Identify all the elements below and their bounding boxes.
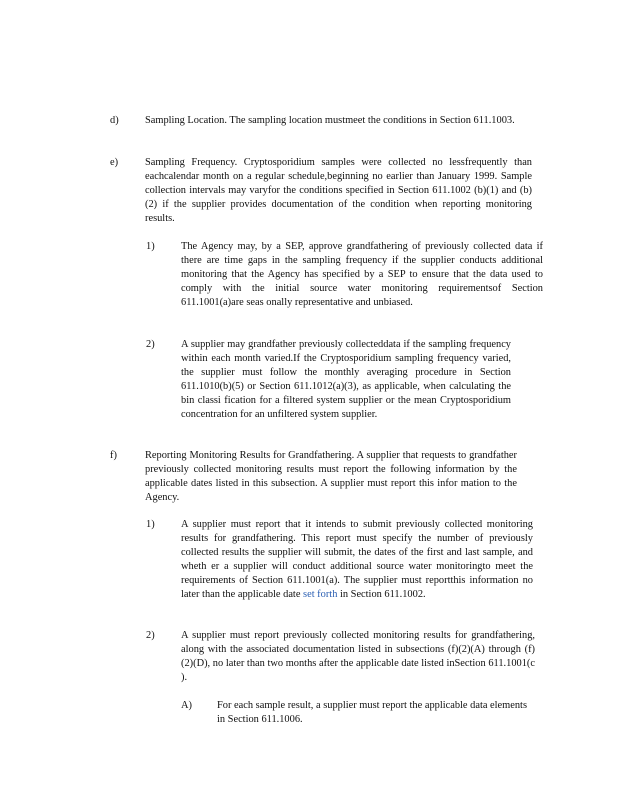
paragraph-label: 1): [146, 241, 155, 252]
subsection-label: f): [110, 450, 117, 461]
paragraph-text: A supplier must report that it intends to submit previously collected monitoring results for grandfathering. This report must specify the number of previously collected results the supplier will submit, the dates of the first and last sample, and wheth er a supplier will conduct additional source water monitoringto meet the requirements of Section 611.1001(a). The supplier must reportthis information no later than the applicable date set forth in Section 611.1002.: [181, 519, 533, 600]
paragraph-label: 2): [146, 630, 155, 641]
set-forth-link[interactable]: set forth: [303, 588, 338, 600]
paragraph-text: A supplier must report previously collected monitoring results for grandfathering, along with the associated documentation listed in subsections (f)(2)(A) through (f)(2)(D), no later than two months after the applicable date listed inSection 611.1001(c ).: [181, 630, 535, 683]
subsection-text: Reporting Monitoring Results for Grandfathering. A supplier that requests to grandfather previously collected monitoring results must report the following information by the applicable dates listed in this subsection. A supplier must report this infor mation to the Agency.: [145, 450, 517, 503]
subsection-text: Sampling Frequency. Cryptosporidium samples were collected no lessfrequently than eachcalendar month on a regular schedule,beginning no earlier than January 1999. Sample collection intervals may varyfor the conditions specified in Section 611.1002 (b)(1) and (b)(2) if the supplier provides documentation of the condition when reporting monitoring results.: [145, 157, 532, 224]
paragraph-text: A supplier may grandfather previously collecteddata if the sampling frequency within each month varied.If the Cryptosporidium sampling frequency varied, the supplier must follow the monthly averaging procedure in Section 611.1010(b)(5) or Section 611.1012(a)(3), as applicable, when calculating the bin classi fication for a filtered system supplier or the mean Cryptosporidium concentration for an unfiltered system supplier.: [181, 339, 511, 420]
subsection-label: d): [110, 115, 119, 126]
subsection-label: e): [110, 157, 119, 168]
clause-text: For each sample result, a supplier must report the applicable data elements in Section 611.1006.: [217, 700, 527, 725]
paragraph-label: 2): [146, 339, 155, 350]
clause-label: A): [181, 700, 192, 711]
paragraph-text: The Agency may, by a SEP, approve grandfathering of previously collected data if there are time gaps in the sampling frequency if the supplier conducts additional monitoring that the Agency has specified by a SEP to ensure that the data used to comply with the initial source water monitoring requirementsof Section 611.1001(a)are seas onally representative and unbiased.: [181, 241, 543, 308]
subsection-text: Sampling Location. The sampling location mustmeet the conditions in Section 611.1003.: [145, 115, 515, 126]
paragraph-label: 1): [146, 519, 155, 530]
